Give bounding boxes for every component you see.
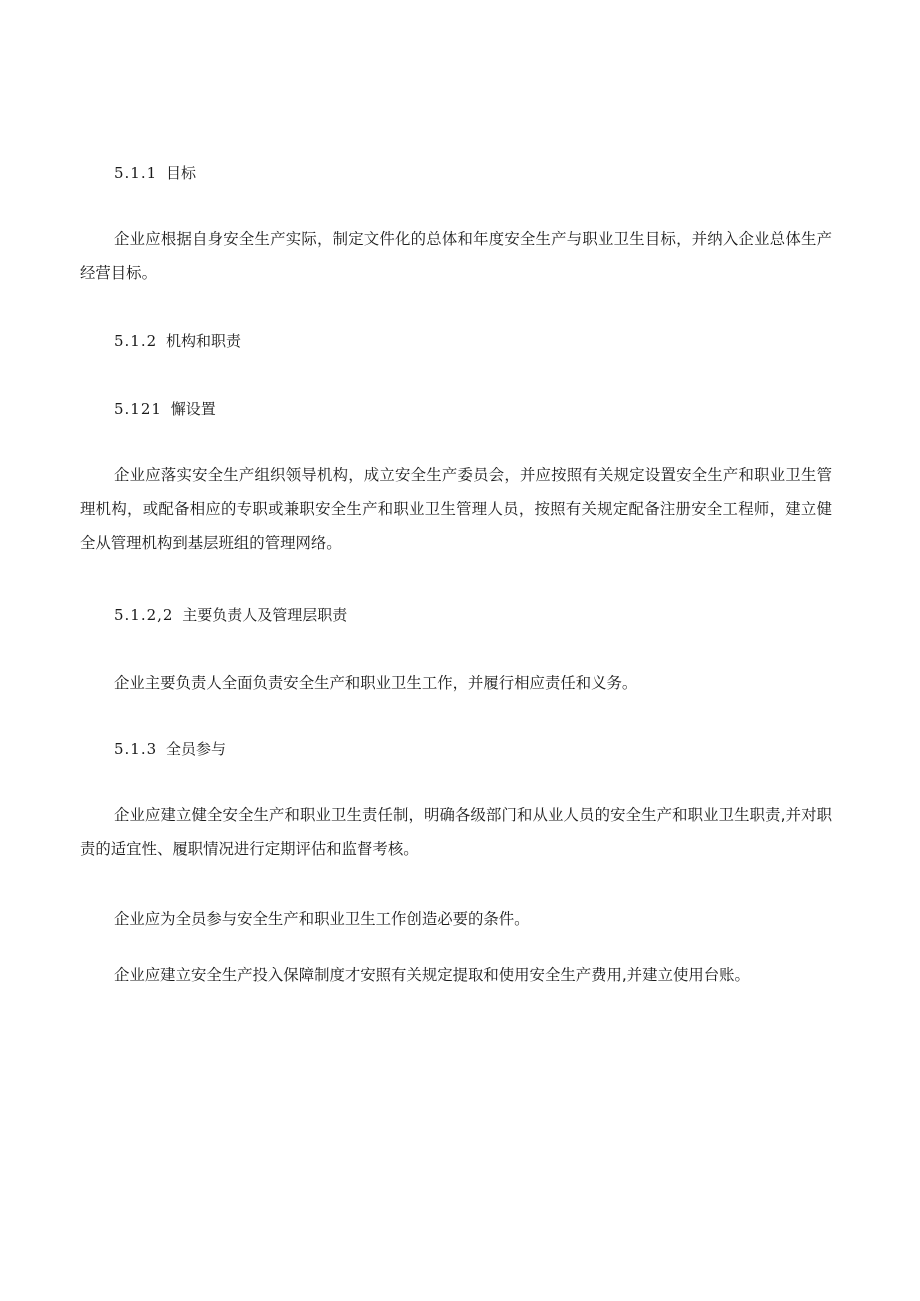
- paragraph-goals: 企业应根据自身安全生产实际，制定文件化的总体和年度安全生产与职业卫生目标，并纳入企业总体生产经营目标。: [80, 230, 832, 282]
- heading-5-1-2-2: [114, 604, 347, 626]
- paragraph-organization: 企业应落实安全生产组织领导机构，成立安全生产委员会，并应按照有关规定设置安全生产和职业卫生管理机构，或配备相应的专职或兼职安全生产和职业卫生管理人员，按照有关规定配备注册安全工程师，建立健全从管理机构到基层班组的管理网络。: [80, 466, 832, 552]
- heading-5-1-2-1: [114, 398, 216, 420]
- heading-title: 目标: [165, 164, 196, 182]
- heading-number: 5.1.1: [114, 164, 158, 182]
- heading-title: 机构和职责: [165, 332, 241, 350]
- heading-5-1-3: [114, 738, 226, 760]
- paragraph-responsibility: 企业应建立健全安全生产和职业卫生责任制，明确各级部门和从业人员的安全生产和职业卫生职责,并对职责的适宜性、履职情况进行定期评估和监督考核。: [80, 806, 832, 858]
- heading-title: 懈设置: [170, 400, 216, 418]
- heading-5-1-2: [114, 330, 241, 352]
- heading-number: 5.1.2: [114, 332, 158, 350]
- paragraph-participation: 企业应为全员参与安全生产和职业卫生工作创造必要的条件。: [114, 910, 530, 928]
- paragraph-investment: 企业应建立安全生产投入保障制度才安照有关规定提取和使用安全生产费用,并建立使用台账。: [114, 966, 750, 984]
- paragraph-leader-duties: 企业主要负责人全面负责安全生产和职业卫生工作，并履行相应责任和义务。: [114, 674, 638, 692]
- heading-number: 5.121: [114, 400, 162, 418]
- heading-5-1-1: [114, 162, 196, 184]
- heading-title: 全员参与: [165, 740, 226, 758]
- heading-title: 主要负责人及管理层职责: [182, 606, 348, 624]
- heading-number: 5.1.2,2: [114, 606, 174, 624]
- heading-number: 5.1.3: [114, 740, 158, 758]
